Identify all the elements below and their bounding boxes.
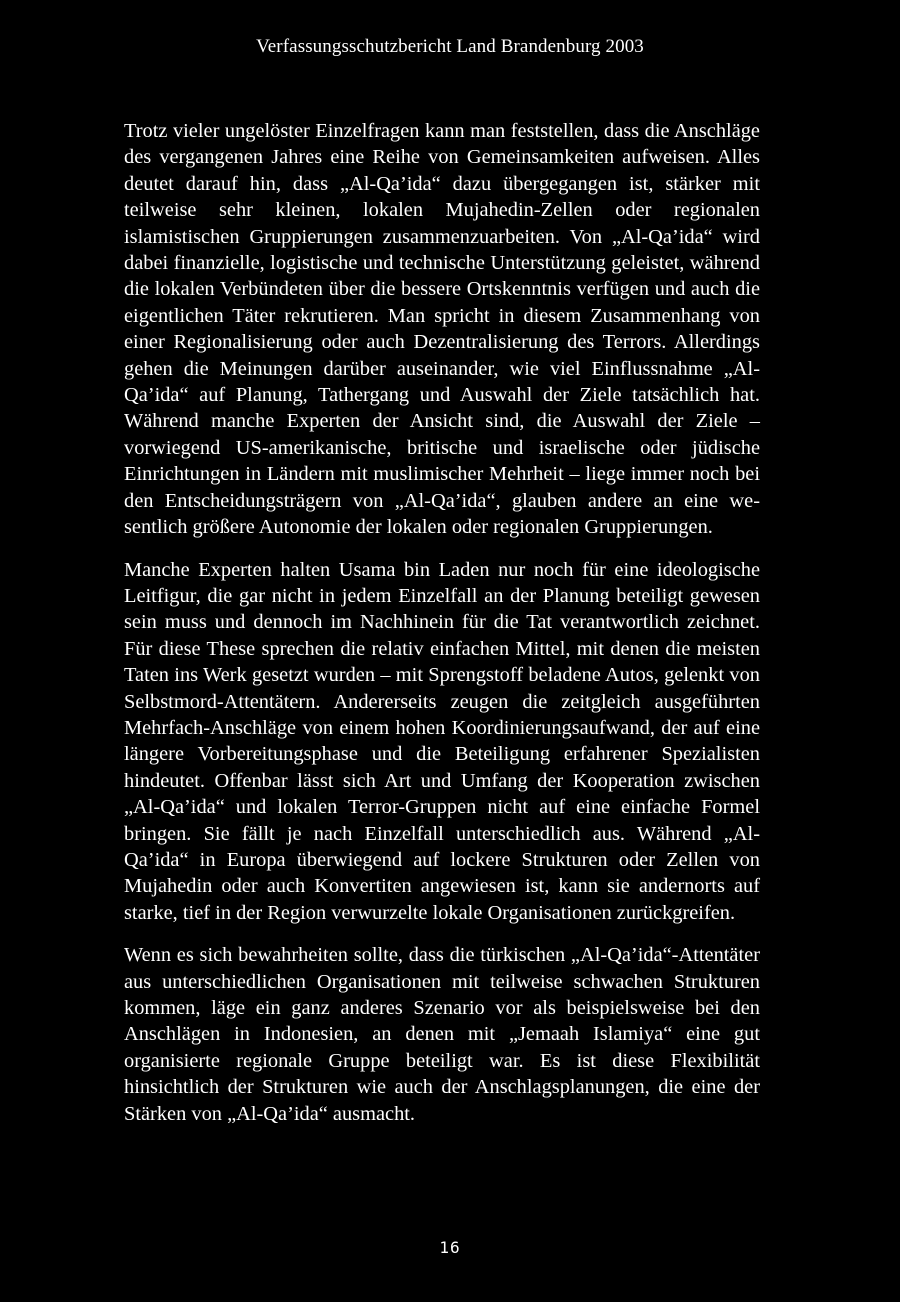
page-number: 16 xyxy=(439,1238,461,1257)
paragraph-2: Manche Experten halten Usama bin Laden nur noch für eine ideologische Leitfigur, die gar nicht in jedem Einzelfall an der Planung beteiligt gewesen sein muss und dennoch im Nachhinein für die Tat verantwortlich zeichnet. Für diese These sprechen die relativ einfachen Mittel, mit denen die meisten Taten ins Werk gesetzt wurden – mit Sprengstoff beladene Autos, gelenkt von Selbstmord-Attentätern. Andererseits zeugen die zeitgleich ausgeführten Mehrfach-Anschläge von einem hohen Koordinierungsaufwand, der auf eine längere Vorbereitungsphase und die Beteiligung erfahrener Spezialisten hindeutet. Offenbar lässt sich Art und Umfang der Kooperation zwischen „Al-Qa’ida“ und lokalen Terror-Gruppen nicht auf eine einfache Formel bringen. Sie fällt je nach Einzelfall unterschiedlich aus. Während „Al-Qa’ida“ in Europa überwiegend auf lockere Strukturen oder Zellen von Mujahedin oder auch Konvertiten angewiesen ist, kann sie andernorts auf starke, tief in der Region verwurzelte lokale Organisationen zurückgreifen. xyxy=(124,558,760,924)
paragraph-1: Trotz vieler ungelöster Einzelfragen kann man feststellen, dass die Anschläge des vergangenen Jahres eine Reihe von Gemeinsamkeiten aufweisen. Alles deutet darauf hin, dass „Al-Qa’ida“ dazu übergegangen ist, stärker mit teilweise sehr kleinen, lokalen Mujahedin-Zellen oder regionalen islamistischen Gruppierungen zusammenzuarbeiten. Von „Al-Qa’ida“ wird dabei finanzielle, logistische und technische Unterstützung geleistet, während die lokalen Verbündeten über die bessere Ortskenntnis verfügen und auch die eigentlichen Täter rekrutieren. Man spricht in diesem Zusammenhang von einer Regionalisierung oder auch Dezentralisierung des Terrors. Allerdings gehen die Meinungen darüber auseinander, wie viel Einflussnahme „Al-Qa’ida“ auf Planung, Tathergang und Auswahl der Ziele tatsächlich hat. Während manche Experten der Ansicht sind, die Auswahl der Ziele – vorwiegend US-amerikanische, britische und israelische oder jüdische Einrichtungen in Ländern mit muslimischer Mehrheit – liege immer noch bei den Entscheidungsträgern von „Al-Qa’ida“, glauben andere an eine wesentlich größere Autonomie der lokalen oder regionalen Gruppierungen. xyxy=(124,120,760,539)
running-header: Verfassungsschutzbericht Land Brandenburg 2003 xyxy=(256,36,644,57)
body-text xyxy=(124,118,760,1143)
paragraph-3: Wenn es sich bewahrheiten sollte, dass die türkischen „Al-Qa’ida“-Attentäter aus unterschiedlichen Organisationen mit teilweise schwachen Strukturen kommen, läge ein ganz anderes Szenario vor als beispielsweise bei den Anschlägen in Indonesien, an denen mit „Jemaah Islamiya“ eine gut organisierte regionale Gruppe beteiligt war. Es ist diese Flexibilität hinsichtlich der Strukturen wie auch der Anschlagsplanungen, die eine der Stärken von „Al-Qa’ida“ ausmacht. xyxy=(124,944,760,1125)
